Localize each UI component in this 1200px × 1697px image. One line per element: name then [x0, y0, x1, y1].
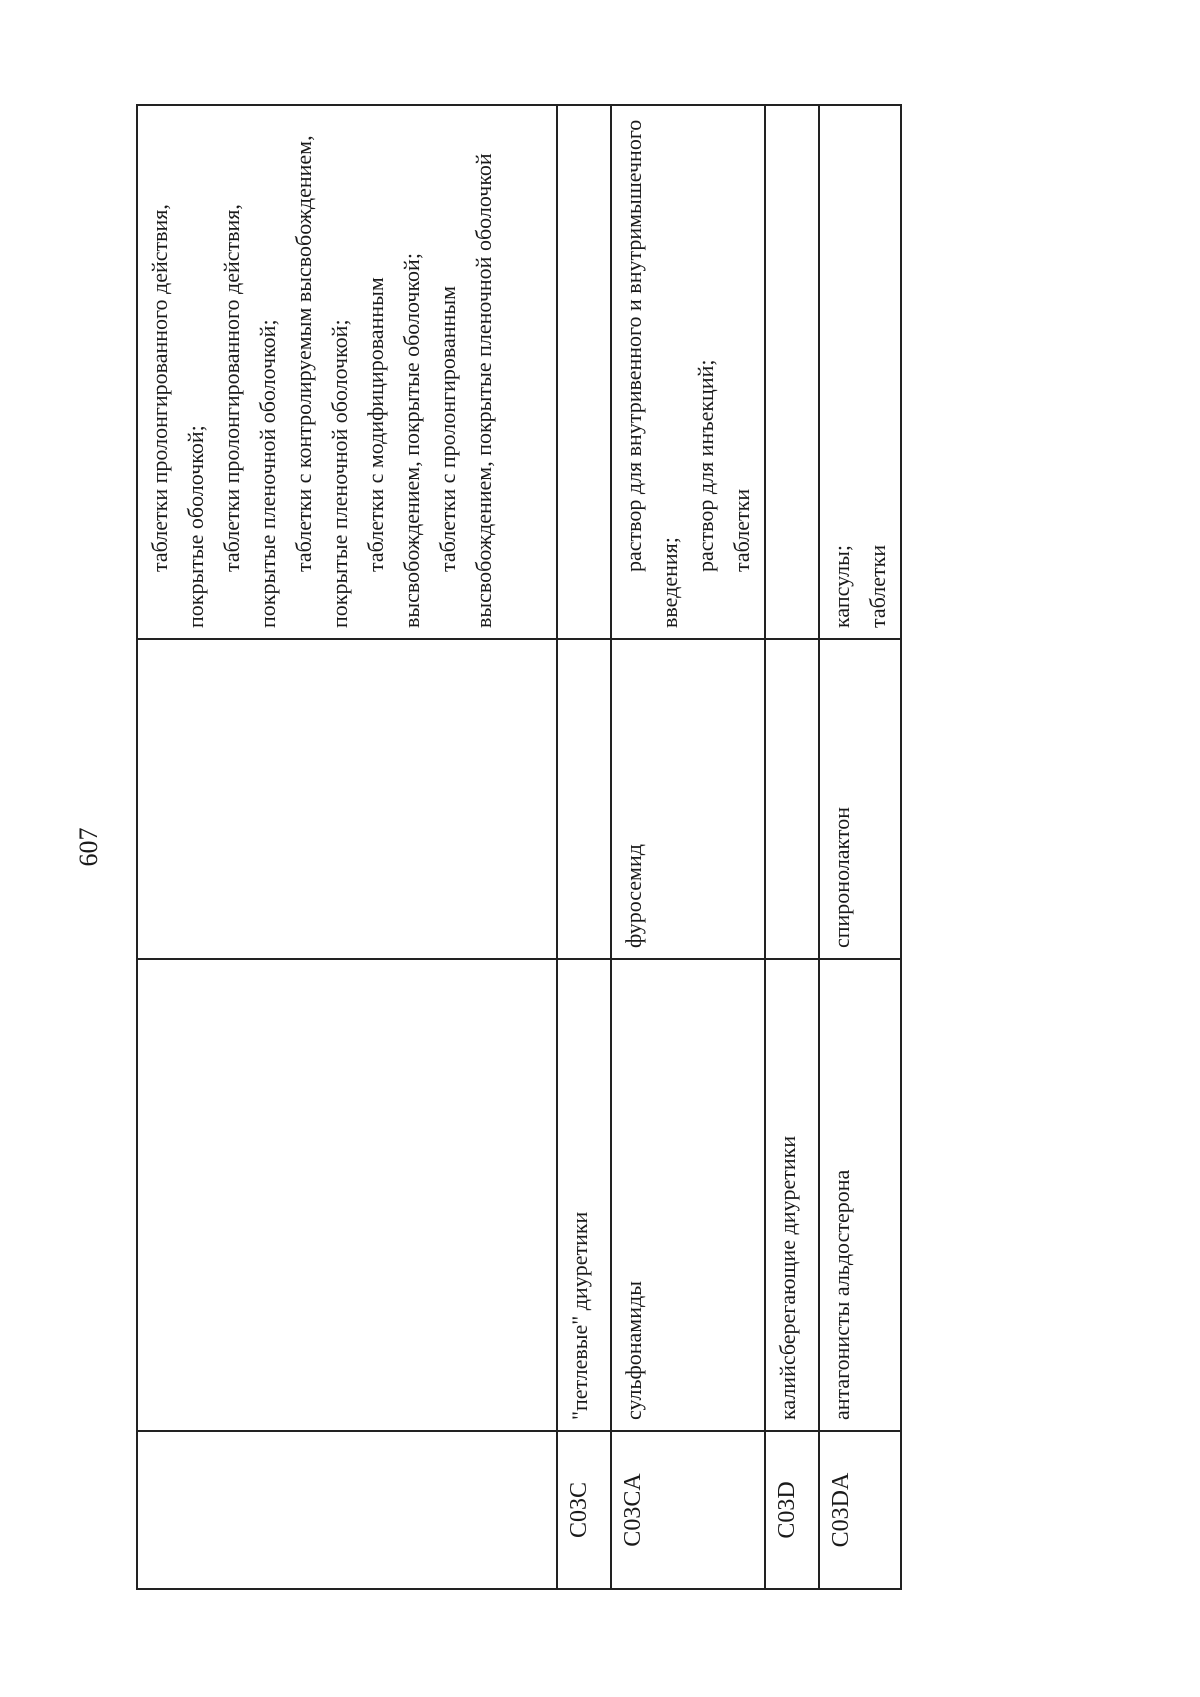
- dosage-form-item: таблетки с пролонгированным высвобождением, покрытые пленочной оболочкой: [435, 153, 496, 628]
- atc-code-cell: C03C: [557, 1431, 611, 1589]
- dosage-form-item: раствор для внутривенного и внутримышечного введения;: [621, 119, 682, 628]
- atc-code-cell: C03D: [765, 1431, 819, 1589]
- drug-cell: [137, 639, 557, 959]
- table-row-continued: [137, 105, 557, 1589]
- dosage-forms-cell: [819, 105, 901, 639]
- drug-cell: [765, 639, 819, 959]
- dosage-form-item: таблетки: [729, 488, 754, 572]
- drug-table: [136, 104, 902, 1590]
- dosage-form-item: таблетки пролонгированного действия, покрытые оболочкой;: [147, 204, 208, 628]
- dosage-form-item: таблетки: [865, 544, 890, 628]
- dosage-form-item: раствор для инъекций;: [693, 359, 718, 572]
- drug-cell: [557, 639, 611, 959]
- table-row: [765, 105, 819, 1589]
- dosage-forms-cell: [137, 105, 557, 639]
- drug-cell: фуросемид: [611, 639, 765, 959]
- dosage-form-item: таблетки с модифицированным высвобождением, покрытые оболочкой;: [363, 253, 424, 628]
- dosage-forms-cell: [765, 105, 819, 639]
- dosage-form-item: таблетки с контролируемым высвобождением, покрытые пленочной оболочкой;: [291, 135, 352, 628]
- group-cell: антагонисты альдостерона: [819, 959, 901, 1431]
- dosage-forms-cell: [557, 105, 611, 639]
- atc-code-cell: C03CA: [611, 1431, 765, 1589]
- dosage-form-item: таблетки пролонгированного действия, покрытые пленочной оболочкой;: [219, 204, 280, 628]
- group-cell: "петлевые" диуретики: [557, 959, 611, 1431]
- group-cell: сульфонамиды: [611, 959, 765, 1431]
- group-cell: калийсберегающие диуретики: [765, 959, 819, 1431]
- page-number: 607: [74, 827, 103, 867]
- atc-code-cell: C03DA: [819, 1431, 901, 1589]
- dosage-form-item: капсулы;: [829, 545, 854, 628]
- table-row: [611, 105, 765, 1589]
- table-row: [557, 105, 611, 1589]
- drug-cell: спиронолактон: [819, 639, 901, 959]
- dosage-forms-cell: [611, 105, 765, 639]
- group-cell: [137, 959, 557, 1431]
- table-row: [819, 105, 901, 1589]
- atc-code-cell: [137, 1431, 557, 1589]
